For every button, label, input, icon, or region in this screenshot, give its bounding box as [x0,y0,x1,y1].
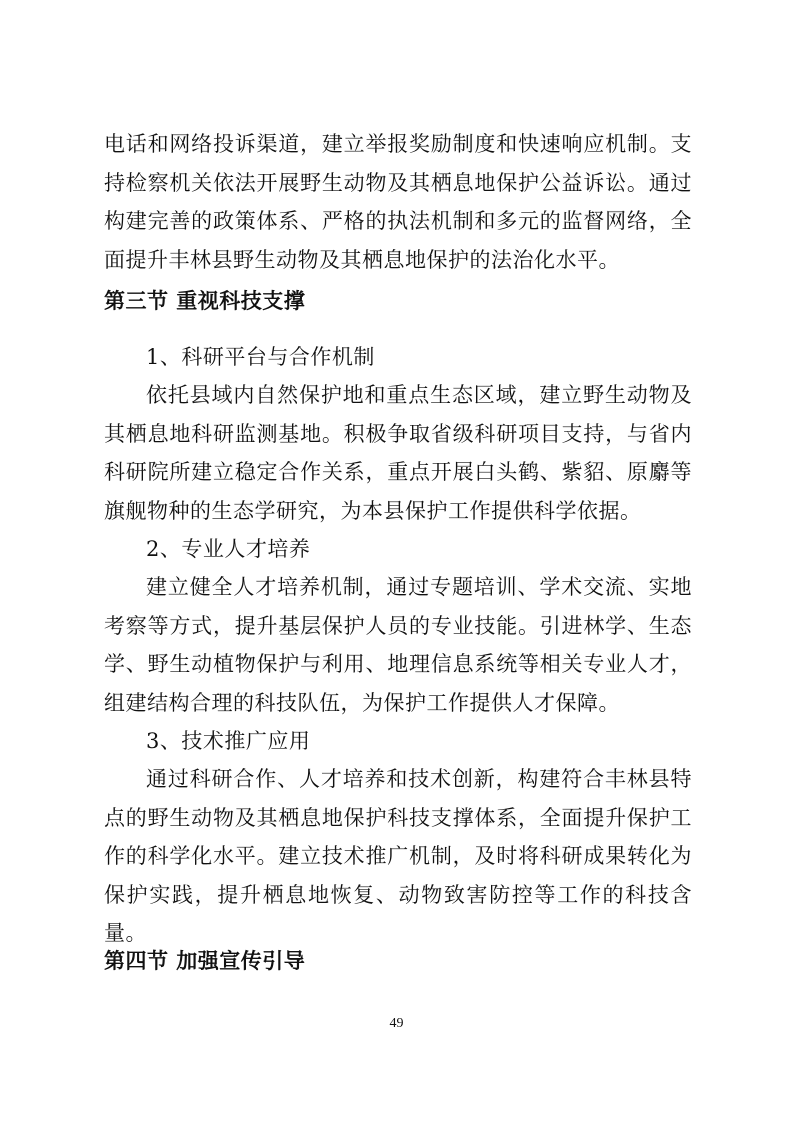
paragraph-continuation: 电话和网络投诉渠道，建立举报奖励制度和快速响应机制。支持检察机关依法开展野生动物及其栖息地保护公益诉讼。通过构建完善的政策体系、严格的执法机制和多元的监督网络，全面提升丰林县野生动物及其栖息地保护的法治化水平。 [104,132,692,272]
paragraph-talent-training: 建立健全人才培养机制，通过专题培训、学术交流、实地考察等方式，提升基层保护人员的专业技能。引进林学、生态学、野生动植物保护与利用、地理信息系统等相关专业人才，组建结构合理的科技队伍，为保护工作提供人才保障。 [104,575,692,715]
paragraph-tech-promotion: 通过科研合作、人才培养和技术创新，构建符合丰林县特点的野生动物及其栖息地保护科技支撑体系，全面提升保护工作的科学化水平。建立技术推广机制，及时将科研成果转化为保护实践，提升栖息地恢复、动物致害防控等工作的科技含量。 [104,767,692,945]
subheading-tech-promotion: 3、技术推广应用 [146,729,311,753]
page-number: 49 [389,1016,404,1031]
subheading-research-platform: 1、科研平台与合作机制 [146,345,375,369]
paragraph-research-platform: 依托县域内自然保护地和重点生态区域，建立野生动物及其栖息地科研监测基地。积极争取省级科研项目支持，与省内科研院所建立稳定合作关系，重点开展白头鹤、紫貂、原麝等旗舰物种的生态学研究，为本县保护工作提供科学依据。 [104,383,692,523]
section-heading-3: 第三节 重视科技支撑 [104,289,306,313]
section-heading-4: 第四节 加强宣传引导 [104,949,306,973]
subheading-talent-training: 2、专业人才培养 [146,537,311,561]
